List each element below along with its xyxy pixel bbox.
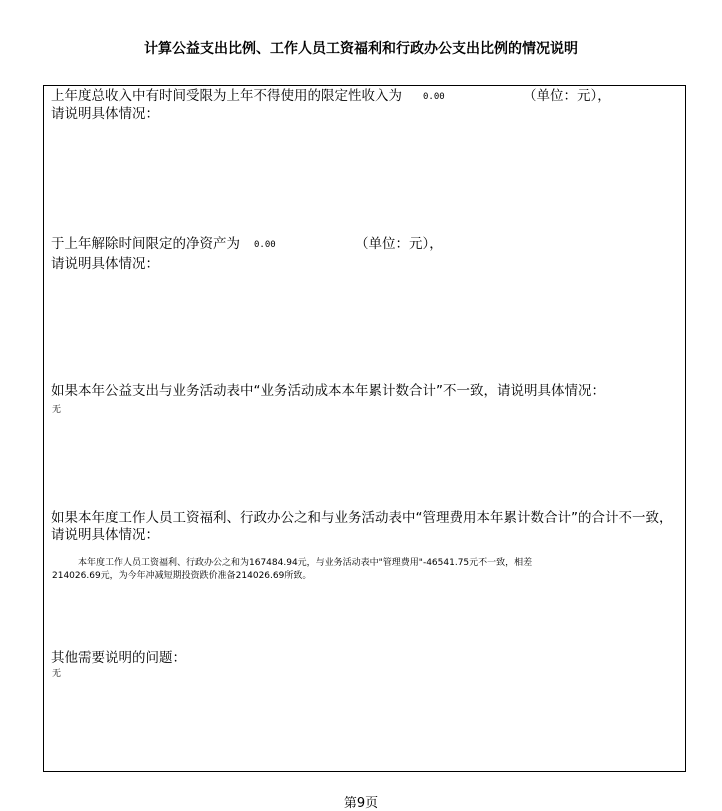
released-assets-question	[51, 236, 240, 253]
other-issues-question: 其他需要说明的问题：	[51, 650, 186, 666]
released-assets-detail-label: 请说明具体情况：	[51, 256, 159, 272]
page-number: 第9页	[343, 796, 379, 811]
restricted-income-label: 上年度总收入中有时间受限为上年不得使用的限定性收入为	[51, 88, 402, 104]
admin-expense-answer-line1: 本年度工作人员工资福利、行政办公之和为167484.94元，与业务活动表中"管理费用"-46541.75元不一致，相差	[78, 558, 533, 568]
restricted-income-detail-label: 请说明具体情况：	[51, 106, 159, 122]
admin-expense-question: 如果本年度工作人员工资福利、行政办公之和与业务活动表中“管理费用本年累计数合计”的合计不一致，请说明具体情况：	[51, 510, 673, 543]
restricted-income-question	[51, 88, 402, 105]
released-assets-amount: 0.00	[254, 240, 276, 250]
public-welfare-question: 如果本年公益支出与业务活动表中“业务活动成本本年累计数合计”不一致，请说明具体情况：	[51, 383, 605, 399]
statement-frame	[43, 85, 686, 772]
page-title: 计算公益支出比例、工作人员工资福利和行政办公支出比例的情况说明	[144, 41, 578, 57]
other-issues-answer: 无	[52, 669, 62, 679]
public-welfare-answer: 无	[52, 405, 62, 415]
restricted-income-amount: 0.00	[423, 92, 445, 102]
released-assets-label: 于上年解除时间限定的净资产为	[51, 236, 240, 252]
restricted-income-unit: （单位：元），	[523, 88, 611, 104]
released-assets-unit: （单位：元），	[355, 236, 443, 252]
admin-expense-answer-line2: 214026.69元，为今年冲减短期投资跌价准备214026.69所致。	[52, 571, 312, 581]
